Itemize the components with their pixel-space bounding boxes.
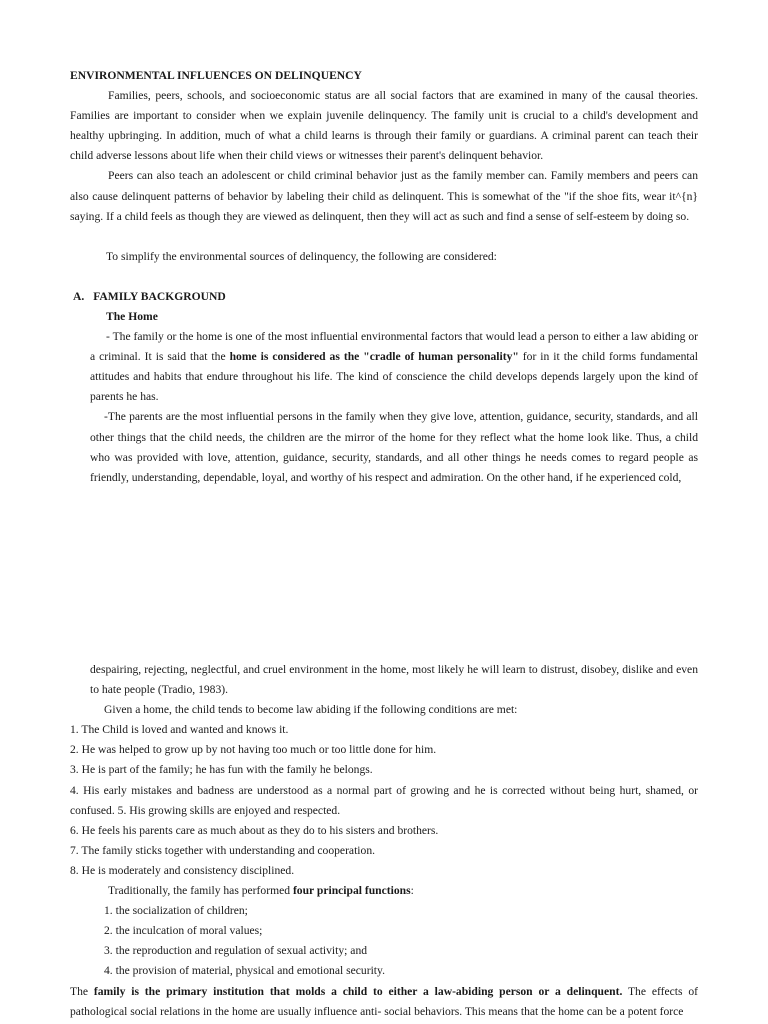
upper-text-block bbox=[70, 66, 698, 488]
functions-intro-emphasis: four principal functions bbox=[292, 884, 411, 898]
condition-item: 6. He feels his parents care as much about as they do to his sisters and brothers. bbox=[70, 823, 439, 837]
functions-intro-text-a: Traditionally, the family has performed bbox=[108, 884, 293, 898]
subsection-title: The Home bbox=[106, 309, 158, 323]
functions-intro-text-b: : bbox=[410, 884, 414, 898]
condition-item: 2. He was helped to grow up by not having too much or too little done for him. bbox=[70, 743, 437, 757]
section-heading bbox=[73, 287, 698, 307]
document-title: ENVIRONMENTAL INFLUENCES ON DELINQUENCY bbox=[70, 69, 362, 82]
intro-paragraph-3: To simplify the environmental sources of delinquency, the following are considered: bbox=[106, 249, 497, 263]
function-item: 3. the reproduction and regulation of sexual activity; and bbox=[104, 944, 368, 958]
home-paragraph-1 bbox=[90, 327, 698, 407]
lower-text-block bbox=[70, 660, 698, 1022]
condition-item: 1. The Child is loved and wanted and knows it. bbox=[70, 723, 289, 737]
function-item: 4. the provision of material, physical and emotional security. bbox=[104, 964, 385, 978]
final-emphasis: family is the primary institution that molds a child to either a law-abiding person or a delinquent. bbox=[93, 984, 623, 998]
home-p1-emphasis: home is considered as the "cradle of human personality" bbox=[229, 350, 519, 364]
condition-item: 4. His early mistakes and badness are understood as a normal part of growing and he is corrected without being hurt, shamed, or confused. 5. His growing skills are enjoyed and respected. bbox=[70, 783, 698, 817]
section-title: FAMILY BACKGROUND bbox=[93, 289, 226, 303]
section-marker: A. bbox=[73, 289, 85, 303]
functions-intro bbox=[70, 881, 698, 901]
final-text-b: The effects of pathological social relations in the home are usually influence anti- social behaviors. This means that the home can be a potent force bbox=[70, 984, 698, 1018]
intro-paragraph-2: Peers can also teach an adolescent or child criminal behavior just as the family member can. Family members and peers can also cause delinquent patterns of behavior by labeling their child as delinquent. This is somewhat of the "if the shoe fits, wear it^{n} saying. If a child feels as though they are viewed as delinquent, then they will act as such and find a sense of self-esteem by doing so. bbox=[70, 169, 698, 223]
spacer bbox=[70, 227, 698, 247]
home-p1-text-a: - The family or the home is one of the most influential environmental factors that would lead a person to either a law abiding or a criminal. It is said that the bbox=[90, 330, 698, 364]
conditions-intro: Given a home, the child tends to become law abiding if the following conditions are met: bbox=[104, 703, 518, 717]
condition-item: 7. The family sticks together with understanding and cooperation. bbox=[70, 843, 376, 857]
spacer bbox=[70, 267, 698, 287]
function-item: 1. the socialization of children; bbox=[104, 904, 248, 918]
intro-paragraph-1: Families, peers, schools, and socioeconomic status are all social factors that are examined in many of the causal theories. Families are important to consider when we explain juvenile delinquency. The family unit is crucial to a child's development and healthy upbringing. In addition, much of what a child learns is through their family or guardians. A criminal parent can teach their child adverse lessons about life when their child views or witnesses their parent's delinquent behavior. bbox=[70, 89, 698, 163]
function-item: 2. the inculcation of moral values; bbox=[104, 924, 263, 938]
home-continuation bbox=[70, 660, 698, 720]
final-paragraph bbox=[70, 982, 698, 1022]
home-paragraph-2-continued: despairing, rejecting, neglectful, and cruel environment in the home, most likely he will learn to distrust, disobey, dislike and even to hate people (Tradio, 1983). bbox=[90, 663, 698, 697]
final-text-a: The bbox=[70, 984, 94, 998]
home-p1-text-b: for in it the child forms fundamental attitudes and habits that endure throughout his life. The kind of conscience the child develops depends largely upon the kind of parents he has. bbox=[90, 350, 698, 404]
home-subsection bbox=[70, 307, 698, 488]
condition-item: 8. He is moderately and consistency disciplined. bbox=[70, 863, 295, 877]
condition-item: 3. He is part of the family; he has fun with the family he belongs. bbox=[70, 763, 373, 777]
home-paragraph-2: -The parents are the most influential persons in the family when they give love, attention, guidance, security, standards, and all other things that the child needs, the children are the mirror of the home for they reflect what the home look like. Thus, a child who was provided with love, attention, guidance, security, standards, and all other things he needs comes to regard people as friendly, understanding, dependable, loyal, and worthy of his respect and admiration. On the other hand, if he experienced cold, bbox=[90, 410, 698, 484]
